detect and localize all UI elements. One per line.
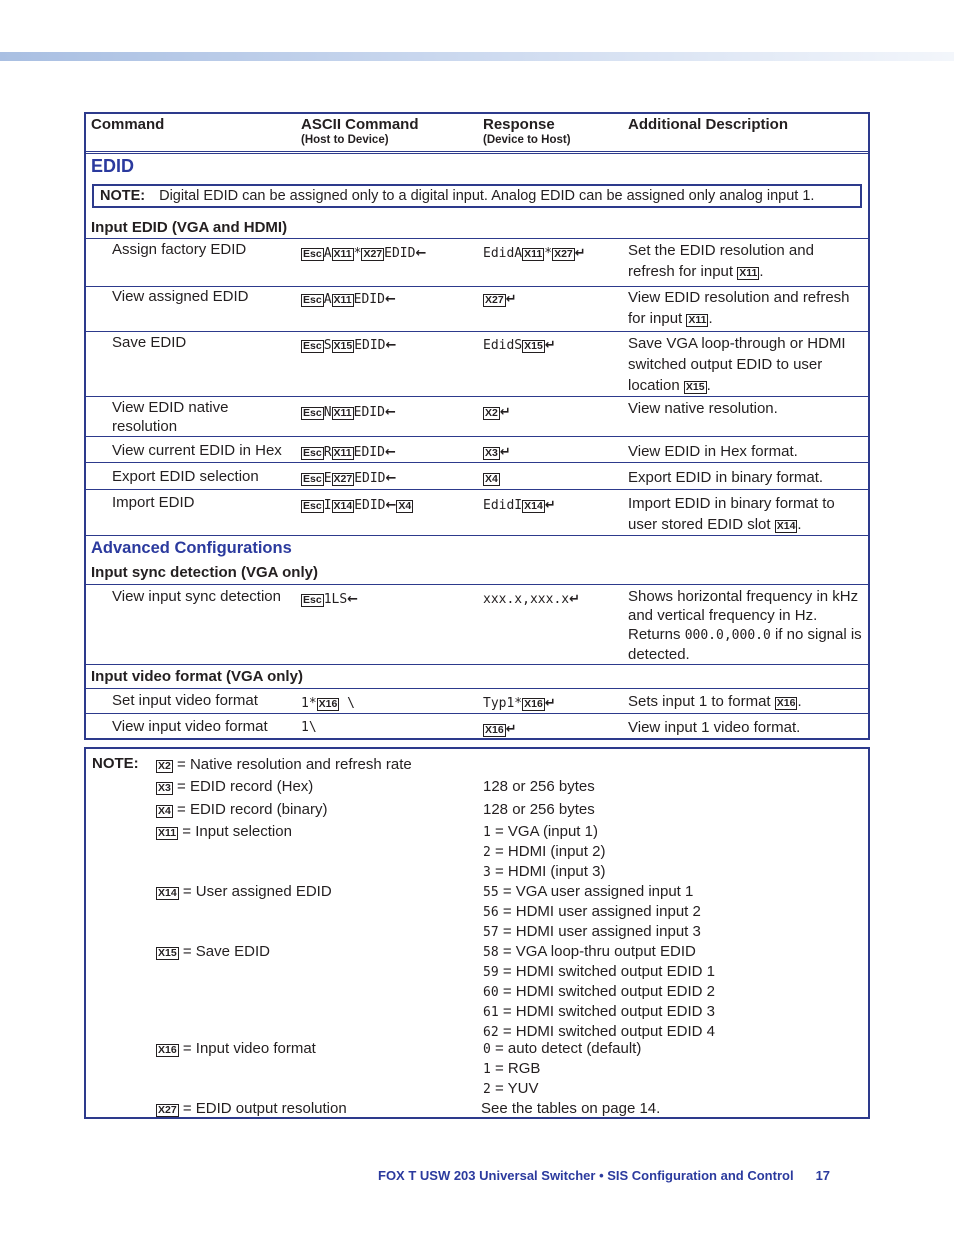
footer-title: FOX T USW 203 Universal Switcher • SIS Configuration and Control [378,1168,794,1183]
col-header-ascii: ASCII Command (Host to Device) [301,116,419,146]
return-arrow-icon: ↵ [505,292,517,307]
variable-x4: X4 = EDID record (binary) [158,801,328,818]
divider [86,688,868,689]
carriage-return-arrow-icon: ← [384,405,396,420]
carriage-return-arrow-icon: ← [385,338,397,353]
divider [86,584,868,585]
divider [86,331,868,332]
variable-x16: X16 = Input video format [158,1040,316,1057]
divider [86,153,868,154]
carriage-return-arrow-icon: ← [385,471,397,486]
return-arrow-icon: ↵ [499,405,511,420]
divider [86,238,868,239]
variable-x14: X14 = User assigned EDID [158,883,332,900]
section-title-edid: EDID [91,156,135,176]
col-header-description: Additional Description [628,116,789,133]
variables-note-label: NOTE: [92,755,139,772]
carriage-return-arrow-icon: ← [384,445,396,460]
variables-note-table: NOTE: X2 = Native resolution and refresh rate X3 = EDID record (Hex) 128 or 256 bytes X4 = EDID record (binary) 128 or 256 bytes X11 = Input selection 1 = VGA (input 1) 2 = HDMI (input 2) 3 = HDMI (input 3) X14 = User assigned EDID 55 = VGA user assigned input 1 56 = HDMI user assigned input 2 57 = HDMI user assigned input 3 X15 = Save EDID 58 = VGA loop-thru output EDID 59 = HDMI switched output EDID 1 60 = HDMI switched output EDID 2 61 = HDMI switched output EDID 3 62 = HDMI switched output EDID 4 X16 = Input video format 0 = auto detect (default) 1 = RGB 2 = YUV X27 = EDID output resolution See the tables on page 14. [84,747,870,1119]
group-title-sync: Input sync detection (VGA only) [91,564,318,581]
section-title-advanced: Advanced Configurations [91,539,292,557]
divider [86,436,868,437]
return-arrow-icon: ↵ [544,498,556,513]
divider [86,151,868,152]
col-header-response: Response (Device to Host) [483,116,571,146]
variable-x11: X11 = Input selection [158,823,292,840]
divider [86,535,868,536]
variable-x3: X3 = EDID record (Hex) [158,778,314,795]
carriage-return-arrow-icon: ← [347,592,359,607]
return-arrow-icon: ↵ [544,696,556,711]
return-arrow-icon: ↵ [505,722,517,737]
divider [86,713,868,714]
variable-x15: X15 = Save EDID [158,943,270,960]
carriage-return-arrow-icon: ← [385,498,397,513]
header-gradient-bar [0,52,954,61]
return-arrow-icon: ↵ [544,338,556,353]
divider [86,664,868,665]
carriage-return-arrow-icon: ← [415,246,427,261]
return-arrow-icon: ↵ [569,592,580,607]
divider [86,396,868,397]
return-arrow-icon: ↵ [574,246,586,261]
col-header-command: Command [91,116,165,133]
page-number: 17 [815,1168,831,1183]
edid-note: NOTE: Digital EDID can be assigned only to a digital input. Analog EDID can be assigned only analog input 1. [92,184,862,208]
group-title-video-format: Input video format (VGA only) [91,668,303,685]
command-table: Command ASCII Command (Host to Device) Response (Device to Host) Additional Description EDID NOTE: Digital EDID can be assigned only to a digital input. Analog EDID can be assigned only analog input 1. Input EDID (VGA and HDMI) Assign factory EDID Esc A X11 * X27 EDID← EdidA X11 * X27 ↵ Set the EDID resolution and refresh for input X11 . View assigned EDID Esc A X11 EDID← X27 ↵ View EDID resolution and refresh for input X11 . Save EDID Esc S X15 EDID← EdidS X15 ↵ Save VGA loop-through or HDMI switched output EDID to user location X15 . View EDID native resolution Esc N X11 EDID← X2 ↵ View native resolution. View current EDID in Hex Esc R X11 EDID← X3 ↵ View EDID in Hex format. Export EDID selection Esc E X27 EDID← X4 Export EDID in binary format. Import EDID Esc I X14 EDID← X4 EdidI X14 ↵ Import EDID in binary format to user stored EDID slot X14 . Advanced Configurations Input sync detection (VGA only) View input sync detection Esc 1LS← xxx.x,xxx.x↵ Shows horizontal frequency in kHz and vertical frequency in Hz. Returns 000.0,000.0 if no signal is detected. Input video format (VGA only) Set input video format 1* X16 \ Typ1* X16 ↵ Sets input 1 to format X16 . View input video format 1\ X16 ↵ View input 1 video format. [84,112,870,740]
divider [86,462,868,463]
group-title-input-edid: Input EDID (VGA and HDMI) [91,219,288,236]
page-footer [378,1168,830,1183]
variable-x2: X2 = Native resolution and refresh rate [158,756,412,773]
return-arrow-icon: ↵ [499,445,511,460]
carriage-return-arrow-icon: ← [384,292,396,307]
variable-x27: X27 = EDID output resolution [158,1100,347,1117]
divider [86,489,868,490]
